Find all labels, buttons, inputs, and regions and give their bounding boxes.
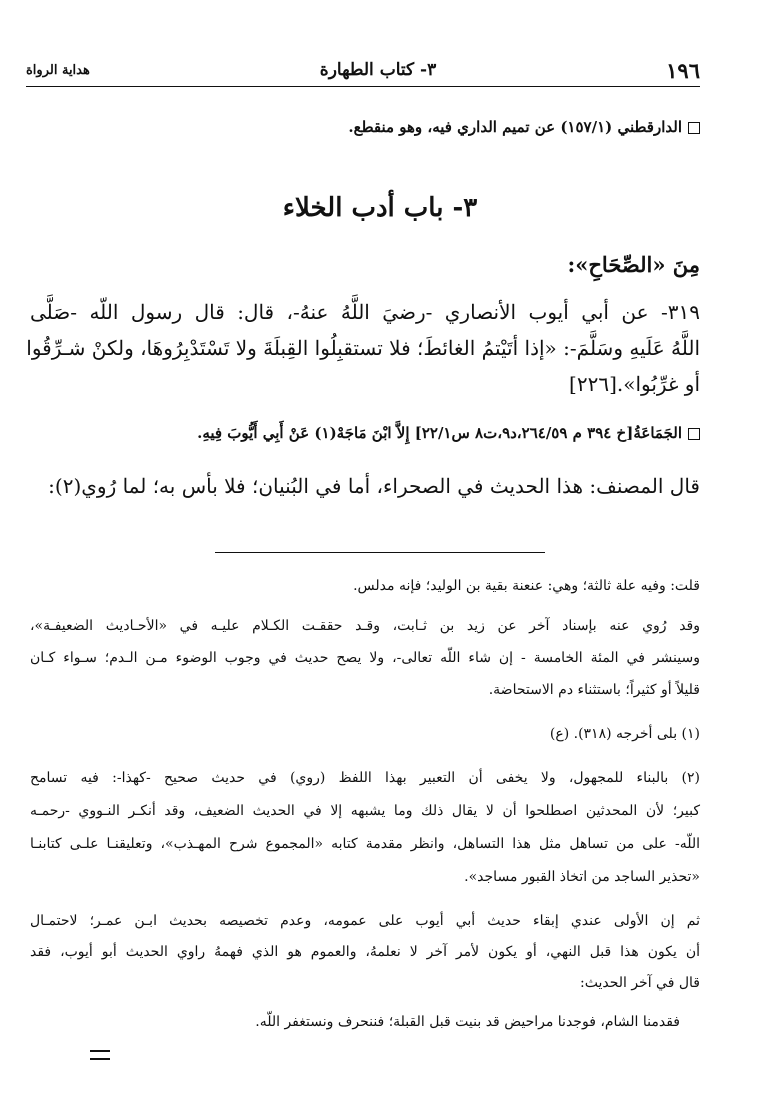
note-line: أن يكون هذا قبل النهي، أو يكون لأمر آخر لا نعلمهُ، والعموم هو الذي فهمهُ راوي الحديث أبو أيوب، فقد bbox=[30, 944, 700, 960]
top-reference bbox=[348, 118, 700, 136]
footnote-2-line: (٢) بالبناء للمجهول، ولا يخفى أن التعبير بهذا اللفظ (روي) في حديث صحيح -كهذا-: فيه تسامح bbox=[30, 770, 700, 786]
note-line: ثم إن الأولى عندي إبقاء حديث أبي أيوب على عمومه، وعدم تخصيصه بحديث ابـن عمـر؛ لاحتمـال bbox=[30, 913, 700, 929]
continuation-mark bbox=[90, 1050, 110, 1060]
footnote-2-line: «تحذير الساجد من اتخاذ القبور مساجد». bbox=[464, 869, 700, 885]
note-line: قلت: وفيه علة ثالثة؛ وهي: عنعنة بقية بن الوليد؛ فإنه مدلس. bbox=[353, 578, 700, 594]
note-line: وقد رُوي عنه بإسناد آخر عن زيد بن ثـابت، وقـد حققـت الكـلام عليـه في «الأحـاديث الضعيفـة»، bbox=[30, 618, 700, 634]
footnote-2-line: اللّه- على من تساهل مثل هذا التساهل، وانظر مقدمة كتابه «المجموع شرح المهـذب»، وتعليقنـا علـى كتابنـا bbox=[30, 836, 700, 852]
note-line: وسينشر في المئة الخامسة - إن شاء اللّه تعالى-، ولا يصح حديث في وجوب الوضوء مـن الـدم؛ سـواء كـان bbox=[30, 650, 700, 666]
page-number: ١٩٦ bbox=[666, 57, 700, 83]
square-bullet-icon bbox=[688, 122, 700, 134]
hadith-line-3: أو غرِّبُوا».[٢٢٦] bbox=[569, 372, 700, 396]
chapter-title: ٣- كتاب الطهارة bbox=[319, 60, 437, 80]
footnote-1: (١) بلى أخرجه (٣١٨). (ع) bbox=[549, 726, 700, 742]
note-line: قليلاً أو كثيراً؛ باستثناء دم الاستحاضة. bbox=[488, 682, 700, 698]
author-statement: قال المصنف: هذا الحديث في الصحراء، أما في البُنيان؛ فلا بأس به؛ لما رُوي(٢): bbox=[48, 474, 700, 498]
square-bullet-icon bbox=[688, 428, 700, 440]
takhrij-text: الجَمَاعَةُ[خ ٣٩٤ م ٢٦٤/٥٩،د٩،ت٨ س٢٢/١] إِلاَّ ابْنَ مَاجَهْ(١) عَنْ أَبِي أَيُّوبَ فِيهِ. bbox=[197, 424, 682, 442]
note-line: فقدمنا الشام، فوجدنا مراحيض قد بنيت قبل القبلة؛ فننحرف ونستغفر اللّه. bbox=[255, 1014, 680, 1030]
hadith-line-1: ٣١٩- عن أبي أيوب الأنصاري -رضيَ اللَّهُ عنهُ-، قال: قال رسول اللّه -صَلَّى bbox=[30, 300, 700, 324]
subheading: مِنَ «الصِّحَاحِ»: bbox=[567, 252, 700, 277]
footnote-separator bbox=[215, 552, 545, 553]
hadith-line-2: اللَّهُ عَلَيهِ وسَلَّمَ-: «إذا أتَيْتمُ الغائطَ؛ فلا تستقبِلُوا القِبلَةَ ولا تَسْتَدْبِرُوهَا، ولكنْ شـرِّقُوا bbox=[26, 336, 700, 360]
top-reference-text: الدارقطني (١٥٧/١) عن تميم الداري فيه، وهو منقطع. bbox=[348, 118, 682, 136]
note-line: قال في آخر الحديث: bbox=[579, 975, 700, 991]
book-title: هداية الرواة bbox=[26, 62, 90, 78]
section-title: ٣- باب أدب الخلاء bbox=[282, 193, 478, 223]
footnote-2-line: كبير؛ لأن المحدثين اصطلحوا أن لا يقال ذلك وما يشبهه إلا في الحديث الضعيف، وقد أنكـر النـووي -رحمـه bbox=[30, 803, 700, 819]
page-header bbox=[26, 54, 700, 87]
takhrij bbox=[197, 424, 700, 442]
